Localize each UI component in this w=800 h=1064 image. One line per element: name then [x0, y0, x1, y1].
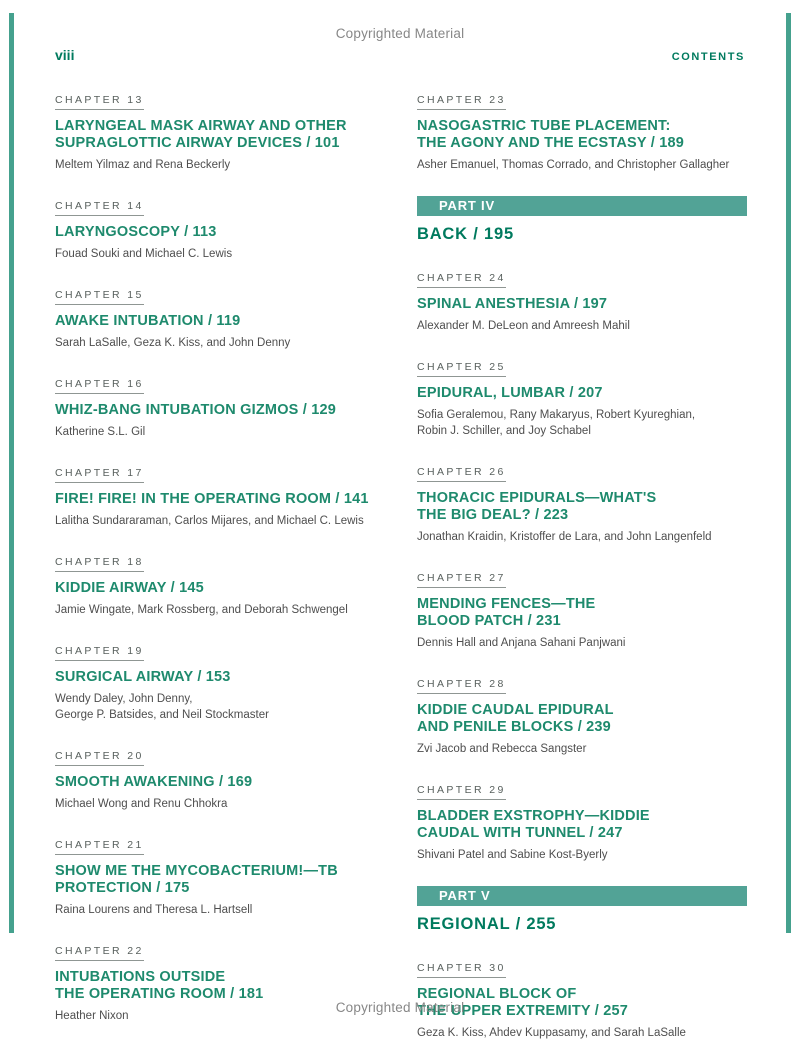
chapter-label: CHAPTER 15: [55, 289, 144, 305]
chapter-label-row: [417, 568, 747, 596]
chapter-authors-line: Sarah LaSalle, Geza K. Kiss, and John Denny: [55, 337, 291, 349]
chapter-title: [55, 491, 385, 508]
chapter-title-line: SURGICAL AIRWAY / 153: [55, 669, 231, 685]
chapter-label-row: [55, 90, 385, 118]
chapter-label-row: [55, 285, 385, 313]
chapter-label: CHAPTER 16: [55, 378, 144, 394]
chapter-label: CHAPTER 19: [55, 645, 144, 661]
chapter-label: CHAPTER 23: [417, 94, 506, 110]
chapter-title-line: AND PENILE BLOCKS / 239: [417, 719, 611, 735]
chapter-title: [55, 118, 385, 152]
chapter-label: CHAPTER 14: [55, 200, 144, 216]
chapter-label-row: [55, 835, 385, 863]
chapter-title-line: AWAKE INTUBATION / 119: [55, 313, 241, 329]
chapter-authors-line: George P. Batsides, and Neil Stockmaster: [55, 709, 269, 721]
part-banner: [417, 886, 747, 906]
toc-column-right: [417, 90, 747, 1064]
chapter-title: [55, 669, 385, 686]
chapter-entry: [55, 463, 385, 529]
chapter-title-line: BLADDER EXSTROPHY—KIDDIE: [417, 808, 650, 824]
chapter-label-row: [417, 90, 747, 118]
chapter-label: CHAPTER 28: [417, 678, 506, 694]
chapter-entry: [417, 90, 747, 173]
chapter-title-line: WHIZ-BANG INTUBATION GIZMOS / 129: [55, 402, 337, 418]
part-title: REGIONAL / 255: [417, 915, 557, 933]
page-edge-right: [786, 13, 791, 933]
chapter-title-line: PROTECTION / 175: [55, 880, 190, 896]
chapter-authors: [55, 902, 385, 918]
chapter-entry: [55, 746, 385, 812]
chapter-title-line: BLOOD PATCH / 231: [417, 613, 561, 629]
contents-running-header: CONTENTS: [671, 51, 745, 63]
copyright-notice-bottom: Copyrighted Material: [335, 1000, 465, 1015]
part-banner: [417, 196, 747, 216]
chapter-label: CHAPTER 27: [417, 572, 506, 588]
chapter-title-line: THE OPERATING ROOM / 181: [55, 986, 264, 1002]
chapter-entry: [55, 374, 385, 440]
chapter-title: [417, 490, 747, 524]
chapter-entry: [417, 674, 747, 757]
chapter-title-line: KIDDIE CAUDAL EPIDURAL: [417, 702, 614, 718]
copyright-notice-top: Copyrighted Material: [335, 26, 465, 41]
chapter-authors: [55, 246, 385, 262]
chapter-title-line: THE AGONY AND THE ECSTASY / 189: [417, 135, 684, 151]
chapter-entry: [55, 641, 385, 723]
chapter-entry: [55, 835, 385, 918]
chapter-authors-line: Fouad Souki and Michael C. Lewis: [55, 248, 233, 260]
chapter-entry: [55, 90, 385, 173]
chapter-label-row: [417, 462, 747, 490]
chapter-title-line: THE BIG DEAL? / 223: [417, 507, 569, 523]
part-banner-label: PART V: [439, 888, 491, 903]
chapter-authors: [417, 1025, 747, 1041]
chapter-title-line: LARYNGEAL MASK AIRWAY AND OTHER: [55, 118, 347, 134]
chapter-label: CHAPTER 30: [417, 962, 506, 978]
chapter-entry: [55, 285, 385, 351]
chapter-authors: [417, 741, 747, 757]
chapter-label-row: [55, 552, 385, 580]
chapter-title: [417, 296, 747, 313]
part-title: BACK / 195: [417, 225, 514, 243]
chapter-label-row: [55, 746, 385, 774]
chapter-authors: [55, 691, 385, 723]
chapter-label-row: [55, 641, 385, 669]
chapter-authors: [55, 602, 385, 618]
chapter-authors: [55, 424, 385, 440]
chapter-title: [55, 224, 385, 241]
chapter-authors-line: Shivani Patel and Sabine Kost-Byerly: [417, 849, 608, 861]
chapter-authors-line: Asher Emanuel, Thomas Corrado, and Christopher Gallagher: [417, 159, 730, 171]
chapter-title-line: SMOOTH AWAKENING / 169: [55, 774, 253, 790]
part-section: [417, 886, 747, 934]
chapter-entry: [417, 568, 747, 651]
chapter-label: CHAPTER 25: [417, 361, 506, 377]
chapter-entry: [55, 196, 385, 262]
chapter-title-line: THORACIC EPIDURALS—WHAT'S: [417, 490, 657, 506]
chapter-label: CHAPTER 22: [55, 945, 144, 961]
chapter-title-line: SPINAL ANESTHESIA / 197: [417, 296, 608, 312]
chapter-entry: [417, 780, 747, 863]
chapter-title-line: EPIDURAL, LUMBAR / 207: [417, 385, 603, 401]
chapter-authors: [417, 318, 747, 334]
chapter-title-line: INTUBATIONS OUTSIDE: [55, 969, 226, 985]
page-edge-left: [9, 13, 14, 933]
chapter-label: CHAPTER 18: [55, 556, 144, 572]
chapter-title: [55, 774, 385, 791]
part-section: [417, 196, 747, 244]
chapter-authors-line: Wendy Daley, John Denny,: [55, 693, 193, 705]
chapter-title: [55, 313, 385, 330]
chapter-authors: [417, 529, 747, 545]
chapter-label: CHAPTER 20: [55, 750, 144, 766]
chapter-label-row: [55, 941, 385, 969]
chapter-label: CHAPTER 26: [417, 466, 506, 482]
chapter-authors: [417, 847, 747, 863]
chapter-label-row: [417, 958, 747, 986]
chapter-authors-line: Heather Nixon: [55, 1010, 129, 1022]
chapter-title-line: MENDING FENCES—THE: [417, 596, 596, 612]
chapter-authors: [417, 407, 747, 439]
chapter-title-line: CAUDAL WITH TUNNEL / 247: [417, 825, 623, 841]
chapter-entry: [417, 462, 747, 545]
chapter-authors: [55, 335, 385, 351]
chapter-authors-line: Jonathan Kraidin, Kristoffer de Lara, and John Langenfeld: [417, 531, 712, 543]
chapter-authors: [417, 157, 747, 173]
chapter-title-line: NASOGASTRIC TUBE PLACEMENT:: [417, 118, 671, 134]
part-banner-label: PART IV: [439, 198, 495, 213]
chapter-authors-line: Sofia Geralemou, Rany Makaryus, Robert Kyureghian,: [417, 409, 696, 421]
chapter-authors: [55, 157, 385, 173]
chapter-title-line: SHOW ME THE MYCOBACTERIUM!—TB: [55, 863, 338, 879]
chapter-title: [417, 118, 747, 152]
chapter-authors: [55, 513, 385, 529]
chapter-title-line: SUPRAGLOTTIC AIRWAY DEVICES / 101: [55, 135, 340, 151]
chapter-authors: [417, 635, 747, 651]
chapter-label: CHAPTER 24: [417, 272, 506, 288]
chapter-label: CHAPTER 17: [55, 467, 144, 483]
chapter-title: [55, 863, 385, 897]
chapter-authors-line: Katherine S.L. Gil: [55, 426, 146, 438]
chapter-entry: [55, 552, 385, 618]
chapter-label-row: [55, 196, 385, 224]
chapter-title: [417, 385, 747, 402]
chapter-title-line: THE UPPER EXTREMITY / 257: [417, 1003, 629, 1019]
chapter-title-line: FIRE! FIRE! IN THE OPERATING ROOM / 141: [55, 491, 369, 507]
chapter-title: [55, 969, 385, 1003]
chapter-authors-line: Geza K. Kiss, Ahdev Kuppasamy, and Sarah LaSalle: [417, 1027, 686, 1039]
chapter-title-line: LARYNGOSCOPY / 113: [55, 224, 217, 240]
chapter-title-line: REGIONAL BLOCK OF: [417, 986, 577, 1002]
chapter-title: [55, 402, 385, 419]
chapter-authors-line: Jamie Wingate, Mark Rossberg, and Deborah Schwengel: [55, 604, 348, 616]
chapter-label: CHAPTER 13: [55, 94, 144, 110]
chapter-authors-line: Raina Lourens and Theresa L. Hartsell: [55, 904, 253, 916]
chapter-title: [55, 580, 385, 597]
chapter-label-row: [417, 268, 747, 296]
chapter-label: CHAPTER 29: [417, 784, 506, 800]
chapter-label-row: [55, 374, 385, 402]
chapter-title: [417, 702, 747, 736]
chapter-label-row: [417, 674, 747, 702]
chapter-label-row: [417, 780, 747, 808]
chapter-title-line: KIDDIE AIRWAY / 145: [55, 580, 204, 596]
chapter-label: CHAPTER 21: [55, 839, 144, 855]
chapter-authors-line: Robin J. Schiller, and Joy Schabel: [417, 425, 591, 437]
chapter-authors-line: Zvi Jacob and Rebecca Sangster: [417, 743, 587, 755]
chapter-authors: [55, 796, 385, 812]
chapter-authors-line: Alexander M. DeLeon and Amreesh Mahil: [417, 320, 630, 332]
chapter-entry: [417, 357, 747, 439]
chapter-label-row: [417, 357, 747, 385]
chapter-authors-line: Lalitha Sundararaman, Carlos Mijares, and Michael C. Lewis: [55, 515, 364, 527]
chapter-label-row: [55, 463, 385, 491]
page-number: viii: [55, 47, 75, 63]
chapter-authors-line: Michael Wong and Renu Chhokra: [55, 798, 228, 810]
chapter-title: [417, 596, 747, 630]
chapter-entry: [417, 268, 747, 334]
chapter-authors-line: Dennis Hall and Anjana Sahani Panjwani: [417, 637, 626, 649]
chapter-title: [417, 808, 747, 842]
toc-column-left: [55, 90, 385, 1047]
chapter-authors-line: Meltem Yilmaz and Rena Beckerly: [55, 159, 231, 171]
